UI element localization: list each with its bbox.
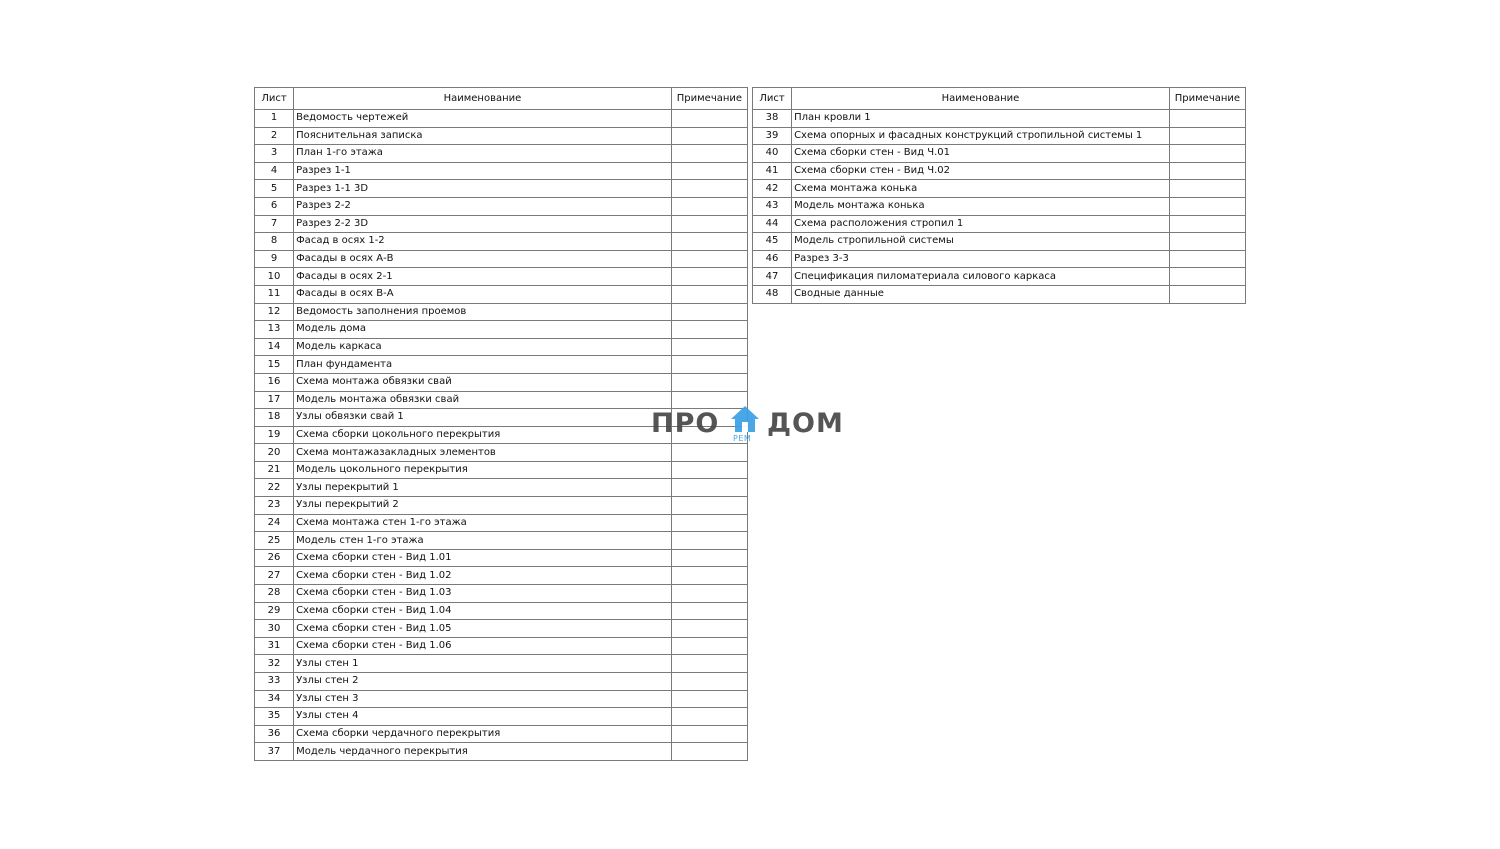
- sheet-name-cell: Разрез 3-3: [792, 250, 1170, 268]
- sheet-name-cell: Модель каркаса: [294, 338, 672, 356]
- sheet-number-cell: 13: [255, 321, 294, 339]
- table-row: [255, 215, 748, 233]
- sheet-number-cell: 12: [255, 303, 294, 321]
- header-name: Наименование: [294, 88, 672, 110]
- sheet-name-cell: Схема сборки стен - Вид 1.03: [294, 585, 672, 603]
- sheet-number-cell: 39: [753, 127, 792, 145]
- sheet-name-cell: План кровли 1: [792, 110, 1170, 128]
- sheet-note-cell: [1169, 162, 1245, 180]
- sheet-name-cell: Узлы стен 4: [294, 708, 672, 726]
- sheet-note-cell: [671, 567, 747, 585]
- sheet-number-cell: 32: [255, 655, 294, 673]
- table-row: [753, 250, 1246, 268]
- sheet-number-cell: 17: [255, 391, 294, 409]
- sheet-number-cell: 42: [753, 180, 792, 198]
- sheet-note-cell: [1169, 268, 1245, 286]
- sheet-number-cell: 23: [255, 497, 294, 515]
- sheet-name-cell: Узлы стен 2: [294, 673, 672, 691]
- sheet-note-cell: [671, 620, 747, 638]
- sheet-name-cell: Схема монтажа обвязки свай: [294, 373, 672, 391]
- sheet-name-cell: План 1-го этажа: [294, 145, 672, 163]
- sheet-name-cell: Модель чердачного перекрытия: [294, 743, 672, 761]
- sheet-number-cell: 43: [753, 197, 792, 215]
- sheet-note-cell: [671, 356, 747, 374]
- table-row: [255, 303, 748, 321]
- sheet-number-cell: 3: [255, 145, 294, 163]
- table-row: [255, 373, 748, 391]
- table-row: [753, 268, 1246, 286]
- sheet-number-cell: 47: [753, 268, 792, 286]
- sheet-note-cell: [671, 162, 747, 180]
- sheet-note-cell: [671, 497, 747, 515]
- sheet-name-cell: Модель монтажа обвязки свай: [294, 391, 672, 409]
- table-row: [255, 127, 748, 145]
- sheet-note-cell: [671, 180, 747, 198]
- sheet-name-cell: Схема монтажа конька: [792, 180, 1170, 198]
- sheet-name-cell: Фасады в осях В-А: [294, 285, 672, 303]
- sheet-name-cell: Схема сборки стен - Вид 1.04: [294, 602, 672, 620]
- watermark-left-word: ПРО: [651, 408, 720, 439]
- table-header-row: [753, 88, 1246, 110]
- sheet-name-cell: Узлы перекрытий 2: [294, 497, 672, 515]
- sheet-number-cell: 22: [255, 479, 294, 497]
- table-row: [255, 145, 748, 163]
- sheet-note-cell: [671, 673, 747, 691]
- sheet-number-cell: 30: [255, 620, 294, 638]
- table-row: [255, 338, 748, 356]
- table-row: [255, 180, 748, 198]
- table-row: [255, 233, 748, 251]
- sheet-number-cell: 29: [255, 602, 294, 620]
- sheet-note-cell: [671, 285, 747, 303]
- table-row: [255, 461, 748, 479]
- sheet-note-cell: [1169, 197, 1245, 215]
- sheet-name-cell: Фасады в осях А-В: [294, 250, 672, 268]
- table-row: [255, 444, 748, 462]
- sheet-number-cell: 27: [255, 567, 294, 585]
- table-row: [753, 110, 1246, 128]
- sheet-note-cell: [1169, 110, 1245, 128]
- sheet-name-cell: Узлы обвязки свай 1: [294, 409, 672, 427]
- table-row: [255, 321, 748, 339]
- table-row: [255, 162, 748, 180]
- table-row: [255, 637, 748, 655]
- table-row: [255, 673, 748, 691]
- sheet-note-cell: [671, 585, 747, 603]
- sheet-note-cell: [1169, 285, 1245, 303]
- watermark-sub-word: РЕМ: [733, 434, 752, 443]
- sheet-number-cell: 48: [753, 285, 792, 303]
- sheet-name-cell: Схема расположения стропил 1: [792, 215, 1170, 233]
- sheet-name-cell: Схема сборки стен - Вид 1.06: [294, 637, 672, 655]
- sheet-name-cell: Схема опорных и фасадных конструкций стропильной системы 1: [792, 127, 1170, 145]
- sheet-number-cell: 4: [255, 162, 294, 180]
- sheet-note-cell: [671, 549, 747, 567]
- table-row: [255, 268, 748, 286]
- watermark-right-word: ДОМ: [767, 408, 844, 439]
- table-row: [753, 285, 1246, 303]
- sheet-note-cell: [671, 479, 747, 497]
- sheet-number-cell: 40: [753, 145, 792, 163]
- sheet-name-cell: Схема монтажа стен 1-го этажа: [294, 514, 672, 532]
- header-name: Наименование: [792, 88, 1170, 110]
- sheet-note-cell: [671, 233, 747, 251]
- sheet-number-cell: 14: [255, 338, 294, 356]
- sheet-name-cell: Схема сборки стен - Вид 1.02: [294, 567, 672, 585]
- sheet-number-cell: 18: [255, 409, 294, 427]
- sheet-name-cell: Модель монтажа конька: [792, 197, 1170, 215]
- sheet-name-cell: Узлы стен 1: [294, 655, 672, 673]
- table-row: [255, 708, 748, 726]
- table-row: [753, 145, 1246, 163]
- sheet-name-cell: Схема сборки стен - Вид 1.01: [294, 549, 672, 567]
- sheet-name-cell: Сводные данные: [792, 285, 1170, 303]
- table-row: [255, 391, 748, 409]
- table-row: [255, 690, 748, 708]
- table-row: [255, 743, 748, 761]
- sheet-note-cell: [671, 725, 747, 743]
- sheet-note-cell: [671, 338, 747, 356]
- sheet-note-cell: [671, 197, 747, 215]
- sheet-note-cell: [671, 637, 747, 655]
- table-row: [255, 532, 748, 550]
- sheet-number-cell: 34: [255, 690, 294, 708]
- sheet-name-cell: Схема монтажазакладных элементов: [294, 444, 672, 462]
- sheet-number-cell: 41: [753, 162, 792, 180]
- table-row: [255, 409, 748, 427]
- sheet-name-cell: Узлы перекрытий 1: [294, 479, 672, 497]
- sheet-note-cell: [671, 215, 747, 233]
- sheet-note-cell: [671, 250, 747, 268]
- sheet-name-cell: Схема сборки цокольного перекрытия: [294, 426, 672, 444]
- table-row: [255, 479, 748, 497]
- sheet-note-cell: [671, 655, 747, 673]
- sheet-note-cell: [671, 110, 747, 128]
- table-row: [255, 197, 748, 215]
- sheet-note-cell: [671, 303, 747, 321]
- table-row: [255, 655, 748, 673]
- sheet-name-cell: Фасад в осях 1-2: [294, 233, 672, 251]
- sheet-number-cell: 10: [255, 268, 294, 286]
- sheet-note-cell: [671, 602, 747, 620]
- sheet-note-cell: [671, 321, 747, 339]
- sheet-number-cell: 1: [255, 110, 294, 128]
- sheet-number-cell: 38: [753, 110, 792, 128]
- sheet-note-cell: [1169, 250, 1245, 268]
- sheet-name-cell: Разрез 1-1: [294, 162, 672, 180]
- header-sheet: Лист: [753, 88, 792, 110]
- sheet-number-cell: 24: [255, 514, 294, 532]
- sheet-name-cell: Схема сборки чердачного перекрытия: [294, 725, 672, 743]
- table-row: [255, 725, 748, 743]
- header-sheet: Лист: [255, 88, 294, 110]
- sheet-name-cell: Модель стен 1-го этажа: [294, 532, 672, 550]
- sheet-number-cell: 33: [255, 673, 294, 691]
- sheet-name-cell: Разрез 2-2 3D: [294, 215, 672, 233]
- sheet-name-cell: Схема сборки стен - Вид Ч.02: [792, 162, 1170, 180]
- sheet-name-cell: Спецификация пиломатериала силового каркаса: [792, 268, 1170, 286]
- sheet-number-cell: 37: [255, 743, 294, 761]
- sheet-name-cell: Ведомость чертежей: [294, 110, 672, 128]
- table-row: [255, 514, 748, 532]
- table-row: [753, 215, 1246, 233]
- sheet-note-cell: [1169, 145, 1245, 163]
- table-row: [255, 567, 748, 585]
- sheet-name-cell: Разрез 2-2: [294, 197, 672, 215]
- sheet-number-cell: 6: [255, 197, 294, 215]
- sheet-note-cell: [1169, 127, 1245, 145]
- sheet-note-cell: [671, 145, 747, 163]
- sheet-note-cell: [1169, 180, 1245, 198]
- sheet-note-cell: [1169, 233, 1245, 251]
- sheet-name-cell: Схема сборки стен - Вид Ч.01: [792, 145, 1170, 163]
- sheet-number-cell: 11: [255, 285, 294, 303]
- sheet-number-cell: 19: [255, 426, 294, 444]
- sheet-number-cell: 9: [255, 250, 294, 268]
- table-row: [255, 285, 748, 303]
- sheet-note-cell: [671, 127, 747, 145]
- sheet-name-cell: План фундамента: [294, 356, 672, 374]
- table-row: [255, 497, 748, 515]
- sheet-name-cell: Ведомость заполнения проемов: [294, 303, 672, 321]
- sheet-number-cell: 2: [255, 127, 294, 145]
- sheet-note-cell: [671, 426, 747, 444]
- sheet-note-cell: [671, 391, 747, 409]
- sheet-note-cell: [671, 708, 747, 726]
- table-row: [255, 356, 748, 374]
- sheet-note-cell: [671, 409, 747, 427]
- table-row: [255, 620, 748, 638]
- sheet-name-cell: Модель стропильной системы: [792, 233, 1170, 251]
- table-row: [255, 110, 748, 128]
- header-note: Примечание: [671, 88, 747, 110]
- sheet-number-cell: 8: [255, 233, 294, 251]
- table-row: [753, 127, 1246, 145]
- sheet-note-cell: [671, 690, 747, 708]
- sheet-number-cell: 21: [255, 461, 294, 479]
- sheet-note-cell: [671, 268, 747, 286]
- drawing-list-table-left: [254, 87, 748, 761]
- sheet-name-cell: Модель дома: [294, 321, 672, 339]
- table-row: [255, 549, 748, 567]
- sheet-name-cell: Модель цокольного перекрытия: [294, 461, 672, 479]
- sheet-note-cell: [1169, 215, 1245, 233]
- sheet-number-cell: 26: [255, 549, 294, 567]
- sheet-name-cell: Узлы стен 3: [294, 690, 672, 708]
- sheet-number-cell: 35: [255, 708, 294, 726]
- sheet-name-cell: Разрез 1-1 3D: [294, 180, 672, 198]
- sheet-number-cell: 5: [255, 180, 294, 198]
- sheet-number-cell: 20: [255, 444, 294, 462]
- sheet-note-cell: [671, 444, 747, 462]
- sheet-number-cell: 31: [255, 637, 294, 655]
- table-row: [753, 197, 1246, 215]
- table-row: [255, 250, 748, 268]
- table-row: [255, 426, 748, 444]
- table-row: [255, 602, 748, 620]
- sheet-note-cell: [671, 461, 747, 479]
- drawing-list-table-right: [752, 87, 1246, 304]
- sheet-number-cell: 15: [255, 356, 294, 374]
- sheet-number-cell: 36: [255, 725, 294, 743]
- sheet-number-cell: 44: [753, 215, 792, 233]
- sheet-note-cell: [671, 532, 747, 550]
- table-row: [753, 180, 1246, 198]
- sheet-number-cell: 46: [753, 250, 792, 268]
- sheet-number-cell: 25: [255, 532, 294, 550]
- table-row: [255, 585, 748, 603]
- sheet-note-cell: [671, 373, 747, 391]
- sheet-note-cell: [671, 743, 747, 761]
- table-row: [753, 162, 1246, 180]
- header-note: Примечание: [1169, 88, 1245, 110]
- sheet-note-cell: [671, 514, 747, 532]
- sheet-number-cell: 7: [255, 215, 294, 233]
- sheet-name-cell: Пояснительная записка: [294, 127, 672, 145]
- table-row: [753, 233, 1246, 251]
- sheet-name-cell: Схема сборки стен - Вид 1.05: [294, 620, 672, 638]
- sheet-number-cell: 28: [255, 585, 294, 603]
- sheet-number-cell: 45: [753, 233, 792, 251]
- sheet-number-cell: 16: [255, 373, 294, 391]
- table-header-row: [255, 88, 748, 110]
- sheet-name-cell: Фасады в осях 2-1: [294, 268, 672, 286]
